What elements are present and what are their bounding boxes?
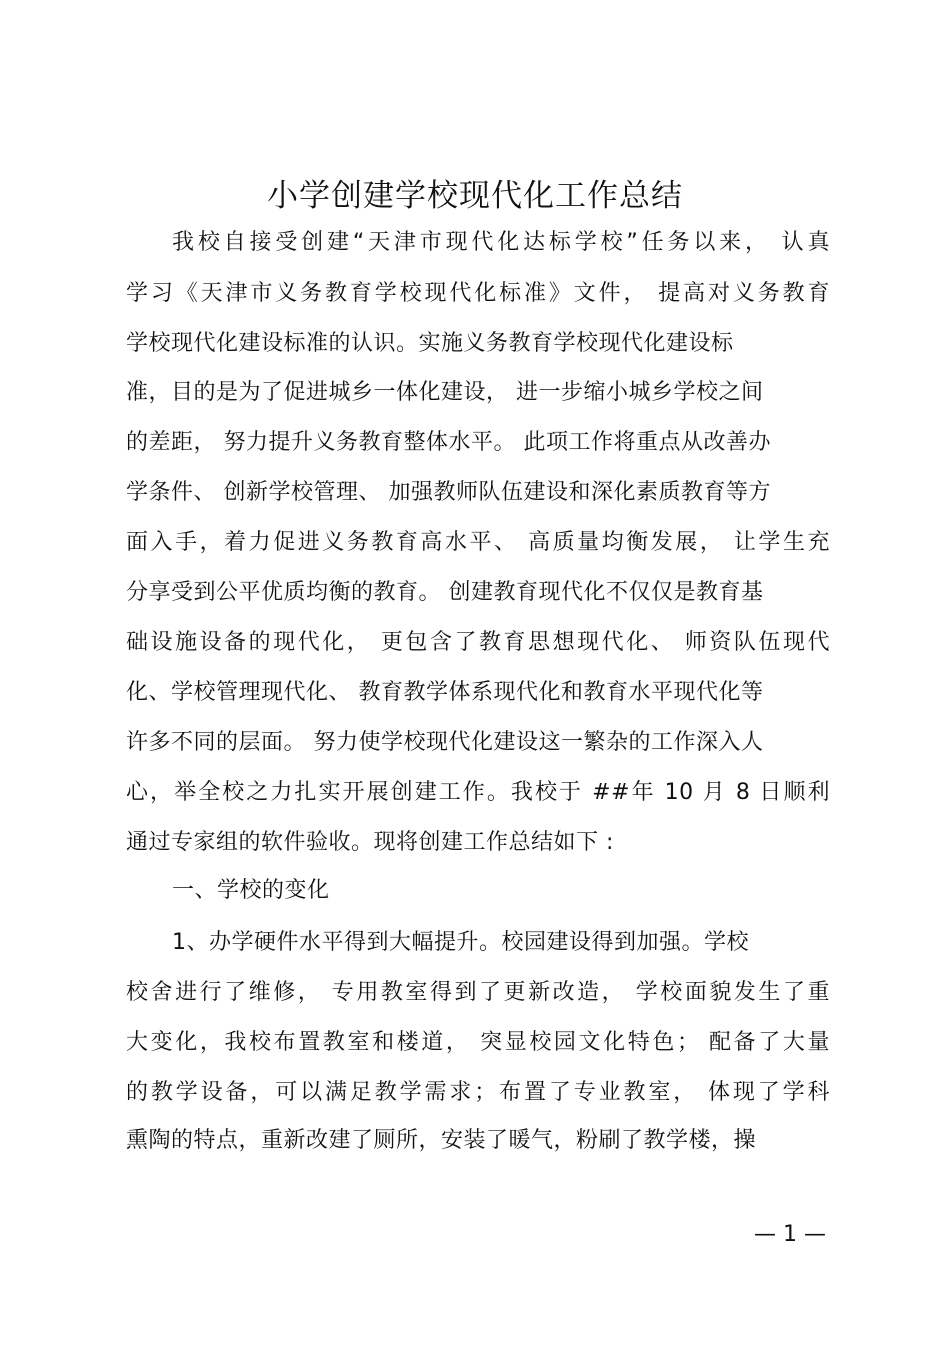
paragraph-line: 学校现代化建设标准的认识。实施义务教育学校现代化建设标 — [126, 331, 734, 356]
paragraph-line: 础设施设备的现代化， 更包含了教育思想现代化、 师资队伍现代 — [126, 630, 830, 655]
paragraph-line: 许多不同的层面。 努力使学校现代化建设这一繁杂的工作深入人 — [126, 730, 764, 755]
paragraph-line: 化、学校管理现代化、 教育教学体系现代化和教育水平现代化等 — [126, 680, 764, 705]
paragraph-line: 校舍进行了维修， 专用教室得到了更新改造， 学校面貌发生了重 — [126, 980, 830, 1005]
paragraph-line: 1、办学硬件水平得到大幅提升。校园建设得到加强。学校 — [172, 930, 749, 955]
page-number: — 1 — — [754, 1222, 826, 1247]
document-title: 小学创建学校现代化工作总结 — [267, 178, 683, 214]
paragraph-line: 通过专家组的软件验收。现将创建工作总结如下 : — [126, 830, 614, 855]
paragraph-line: 的差距， 努力提升义务教育整体水平。 此项工作将重点从改善办 — [126, 430, 771, 455]
section-heading: 一、学校的变化 — [172, 878, 330, 903]
paragraph-line: 大变化，我校布置教室和楼道， 突显校园文化特色； 配备了大量 — [126, 1030, 830, 1055]
paragraph-line: 心，举全校之力扎实开展创建工作。我校于 ##年 10 月 8 日顺利 — [126, 780, 830, 805]
paragraph-line: 学习《天津市义务教育学校现代化标准》文件， 提高对义务教育 — [126, 281, 830, 306]
paragraph-line: 的教学设备，可以满足教学需求；布置了专业教室， 体现了学科 — [126, 1080, 830, 1105]
paragraph-line: 准，目的是为了促进城乡一体化建设， 进一步缩小城乡学校之间 — [126, 380, 764, 405]
paragraph-line: 熏陶的特点，重新改建了厕所，安装了暖气，粉刷了教学楼，操 — [126, 1128, 757, 1153]
paragraph-line: 我校自接受创建“天津市现代化达标学校”任务以来， 认真 — [172, 230, 830, 255]
paragraph-line: 学条件、 创新学校管理、 加强教师队伍建设和深化素质教育等方 — [126, 480, 771, 505]
paragraph-line: 分享受到公平优质均衡的教育。 创建教育现代化不仅仅是教育基 — [126, 580, 764, 605]
paragraph-line: 面入手，着力促进义务教育高水平、 高质量均衡发展， 让学生充 — [126, 530, 830, 555]
